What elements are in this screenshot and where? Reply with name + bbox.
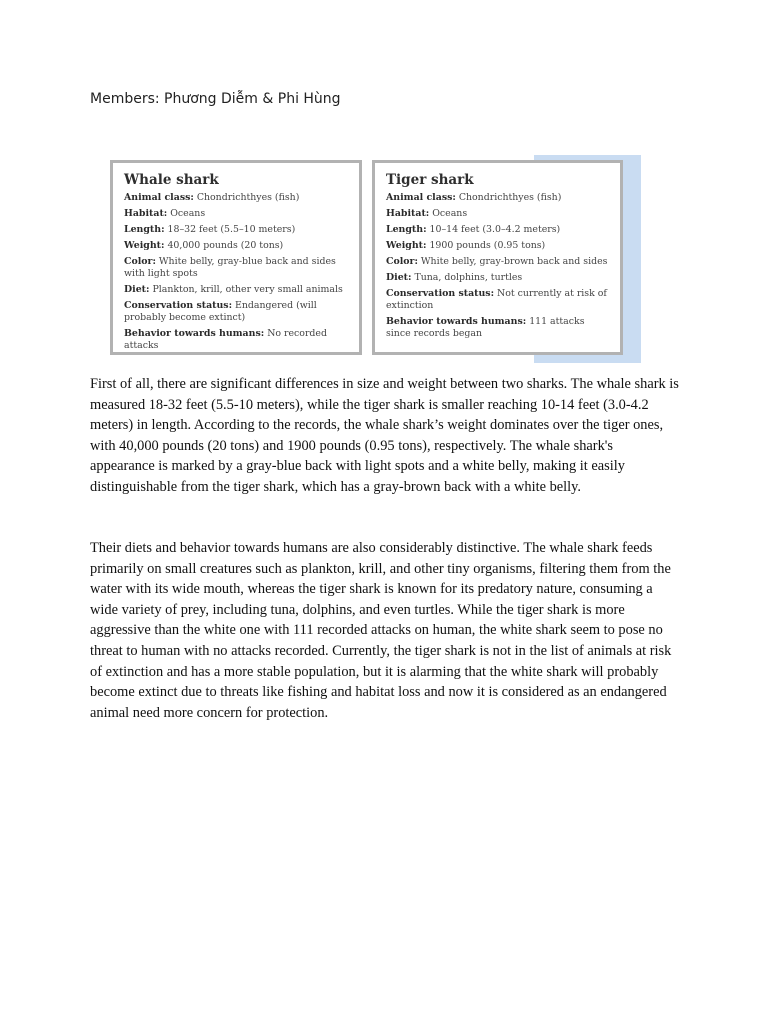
paragraph-size-weight: First of all, there are significant differences in size and weight between two sharks. The whale shark is measured 18-32 feet (5.5-10 meters), while the tiger shark is smaller reaching 10-14 feet (3.0-4.2 meters) in length. According to the records, the whale shark’s weight dominates over the tiger ones, with 40,000 pounds (20 tons) and 1900 pounds (0.95 tons), respectively. The whale shark's appearance is marked by a gray-blue back with light spots and a white belly, making it easily distinguishable from the tiger shark, which has a gray-brown back with a white belly. — [90, 376, 679, 495]
row-value: Oceans — [170, 208, 206, 219]
row-value: 111 attacks since records began — [386, 316, 585, 339]
card-row — [386, 224, 610, 236]
row-value: 18–32 feet (5.5–10 meters) — [167, 224, 296, 235]
row-label: Behavior towards humans: — [386, 316, 527, 327]
row-label: Conservation status: — [386, 288, 495, 299]
row-value: White belly, gray-blue back and sides with light spots — [124, 256, 336, 279]
card-row — [124, 256, 349, 280]
card-row — [386, 256, 610, 268]
card-row — [386, 208, 610, 220]
row-label: Habitat: — [124, 208, 168, 219]
row-label: Color: — [124, 256, 156, 267]
shark-comparison-figure — [108, 155, 641, 363]
row-value: No recorded attacks — [124, 328, 327, 351]
card-row — [124, 328, 349, 352]
row-label: Diet: — [124, 284, 150, 295]
row-value: 40,000 pounds (20 tons) — [167, 240, 284, 251]
card-row — [124, 240, 349, 252]
row-label: Weight: — [124, 240, 165, 251]
card-row — [124, 300, 349, 324]
row-value: Plankton, krill, other very small animals — [152, 284, 343, 295]
row-value: 10–14 feet (3.0–4.2 meters) — [429, 224, 561, 235]
tiger-shark-card — [372, 160, 623, 355]
card-title: Whale shark — [124, 172, 219, 188]
row-value: Chondrichthyes (fish) — [458, 192, 562, 203]
row-label: Behavior towards humans: — [124, 328, 265, 339]
row-value: Endangered (will probably become extinct) — [124, 300, 317, 323]
row-label: Weight: — [386, 240, 427, 251]
row-value: Not currently at risk of extinction — [386, 288, 607, 311]
card-row — [386, 192, 610, 204]
card-row — [124, 208, 349, 220]
row-value: Tuna, dolphins, turtles — [414, 272, 523, 283]
row-value: 1900 pounds (0.95 tons) — [429, 240, 546, 251]
row-value: Chondrichthyes (fish) — [196, 192, 300, 203]
row-label: Color: — [386, 256, 418, 267]
paragraph-diet-behavior: Their diets and behavior towards humans are also considerably distinctive. The whale shark feeds primarily on small creatures such as plankton, krill, and other tiny organisms, filtering them from the water with its wide mouth, whereas the tiger shark is known for its predatory nature, consuming a wide variety of prey, including tuna, dolphins, and even turtles. While the tiger shark is more aggressive than the white one with 111 recorded attacks on human, the white shark seem to pose no threat to human with no attacks recorded. Currently, the tiger shark is not in the list of animals at risk of extinction and has a more stable population, but it is alarming that the white shark will probably become extinct due to threats like fishing and habitat loss and now it is considered as an endangered animal need more concern for protection. — [90, 540, 672, 721]
row-label: Habitat: — [386, 208, 430, 219]
row-label: Length: — [386, 224, 427, 235]
card-row — [386, 240, 610, 252]
card-row — [386, 272, 610, 284]
card-title: Tiger shark — [386, 172, 474, 188]
row-value: Oceans — [432, 208, 468, 219]
row-label: Animal class: — [386, 192, 456, 203]
card-row — [124, 224, 349, 236]
card-row — [386, 316, 610, 340]
row-label: Animal class: — [124, 192, 194, 203]
card-row — [124, 284, 349, 296]
card-row — [124, 192, 349, 204]
row-label: Length: — [124, 224, 165, 235]
row-label: Diet: — [386, 272, 412, 283]
whale-shark-card — [110, 160, 362, 355]
row-label: Conservation status: — [124, 300, 233, 311]
row-value: White belly, gray-brown back and sides — [420, 256, 608, 267]
card-row — [386, 288, 610, 312]
members-line: Members: Phương Diễm & Phi Hùng — [90, 91, 341, 107]
